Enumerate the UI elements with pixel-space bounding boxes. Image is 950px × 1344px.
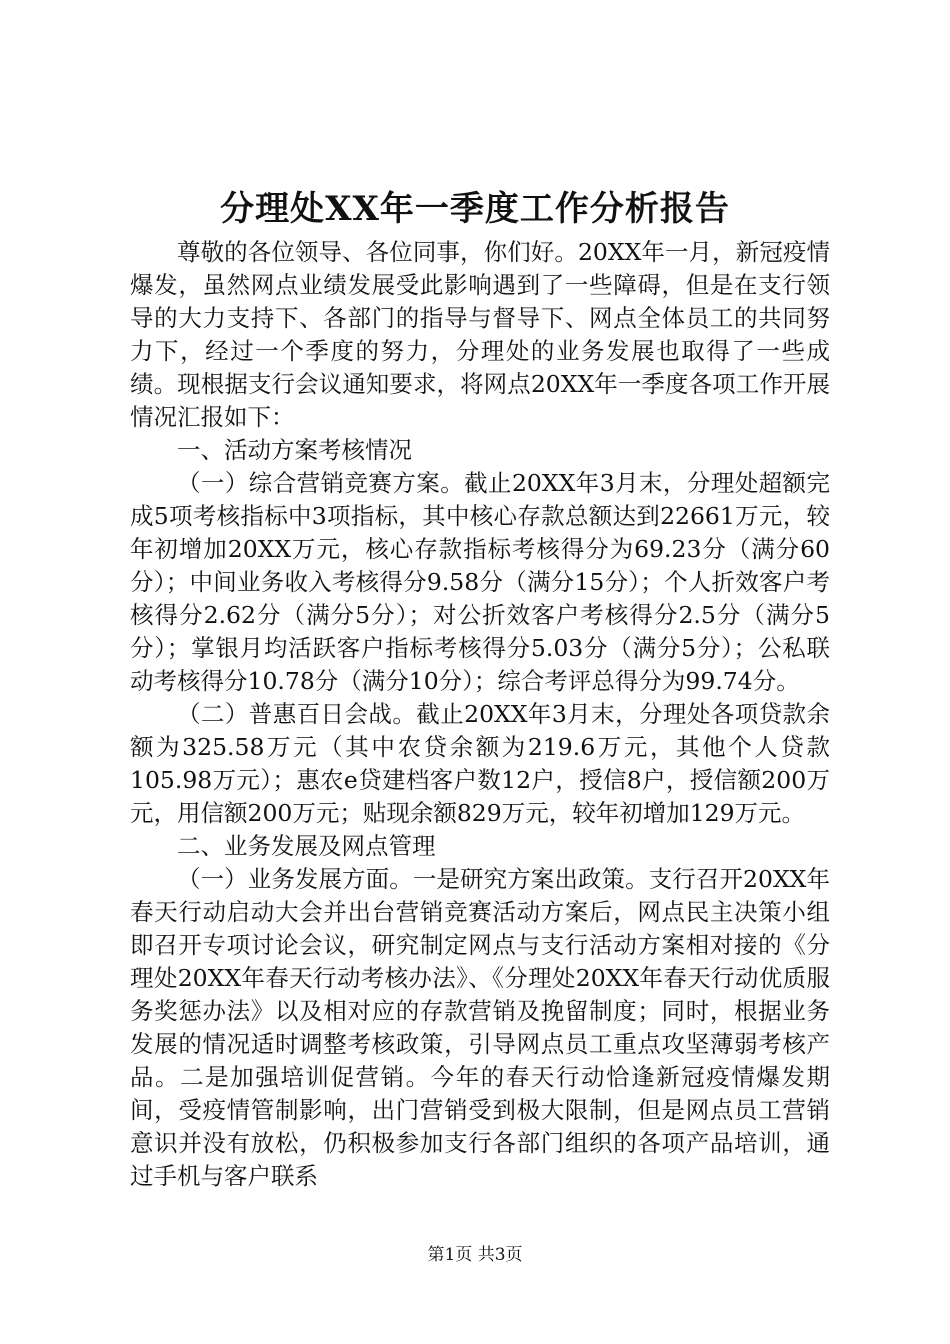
paragraph-inclusive-campaign: （二）普惠百日会战。截止20XX年3月末，分理处各项贷款余额为325.58万元（其中农贷余额为219.6万元，其他个人贷款105.98万元）；惠农e贷建档客户数12户，授信8户，授信额200万元，用信额200万元；贴现余额829万元，较年初增加129万元。	[130, 700, 830, 827]
section-heading-1: 一、活动方案考核情况	[177, 436, 412, 464]
document-body	[130, 236, 830, 1193]
paragraph-marketing-competition: （一）综合营销竞赛方案。截止20XX年3月末，分理处超额完成5项考核指标中3项指标，其中核心存款总额达到22661万元，较年初增加20XX万元，核心存款指标考核得分为69.23分（满分60分）；中间业务收入考核得分9.58分（满分15分）；个人折效客户考核得分2.62分（满分5分）；对公折效客户考核得分2.5分（满分5分）；掌银月均活跃客户指标考核得分5.03分（满分5分）；公私联动考核得分10.78分（满分10分）；综合考评总得分为99.74分。	[130, 469, 830, 695]
paragraph-greeting: 尊敬的各位领导、各位同事，你们好。20XX年一月，新冠疫情爆发，虽然网点业绩发展受此影响遇到了一些障碍，但是在支行领导的大力支持下、各部门的指导与督导下、网点全体员工的共同努力下，经过一个季度的努力，分理处的业务发展也取得了一些成绩。现根据支行会议通知要求，将网点20XX年一季度各项工作开展情况汇报如下：	[130, 238, 830, 431]
paragraph-business-development: （一）业务发展方面。一是研究方案出政策。支行召开20XX年春天行动启动大会并出台营销竞赛活动方案后，网点民主决策小组即召开专项讨论会议，研究制定网点与支行活动方案相对接的《分理处20XX年春天行动考核办法》、《分理处20XX年春天行动优质服务奖惩办法》以及相对应的存款营销及挽留制度；同时，根据业务发展的情况适时调整考核政策，引导网点员工重点攻坚薄弱考核产品。二是加强培训促营销。今年的春天行动恰逢新冠疫情爆发期间，受疫情管制影响，出门营销受到极大限制，但是网点员工营销意识并没有放松，仍积极参加支行各部门组织的各项产品培训，通过手机与客户联系	[130, 865, 830, 1190]
page-footer: 第1页 共3页	[427, 1245, 523, 1265]
section-heading-2: 二、业务发展及网点管理	[177, 832, 436, 860]
document-title: 分理处XX年一季度工作分析报告	[220, 189, 730, 229]
